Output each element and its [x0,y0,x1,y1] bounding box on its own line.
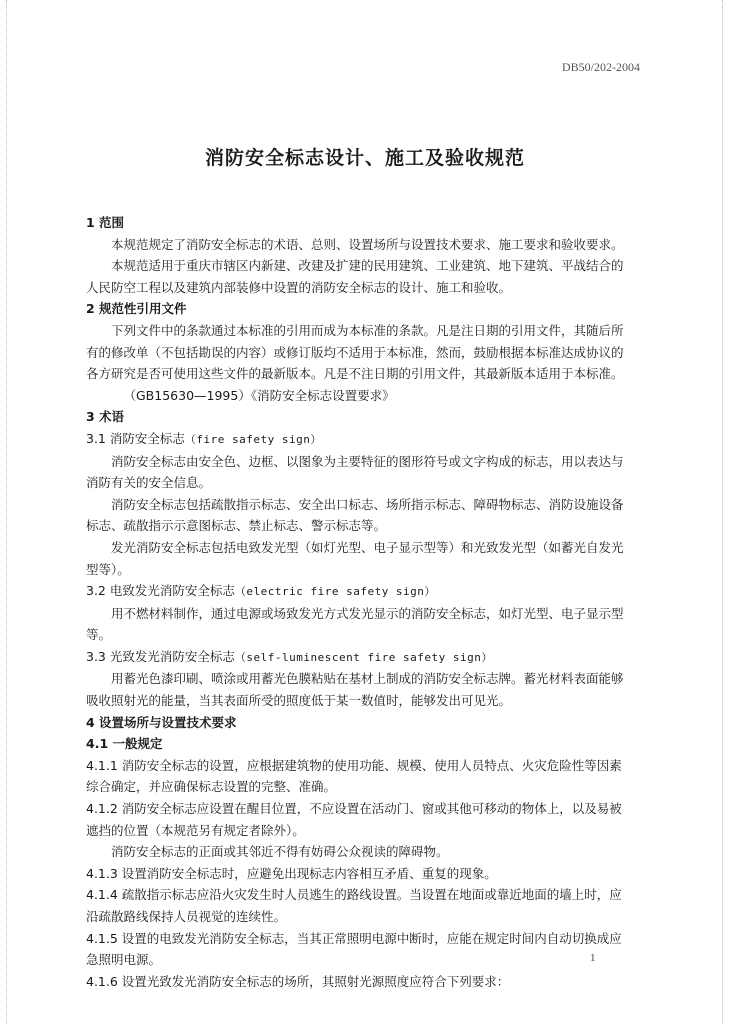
section-4-heading: 4 设置场所与设置技术要求 [86,714,237,730]
paragraph: 下列文件中的条款通过本标准的引用而成为本标准的条款。凡是注日期的引用文件，其随后所有的修改单（不包括勘误的内容）或修订版均不适用于本标准，然而，鼓励根据本标准达成协议的各方研究是否可使用这些文件的最新版本。凡是不注日期的引用文件，其最新版本适用于本标准。 [86,322,624,382]
paragraph: 本规范规定了消防安全标志的术语、总则、设置场所与设置技术要求、施工要求和验收要求。 [111,236,624,252]
term-english: （electric fire safety sign） [234,585,436,599]
term-3-3-title [86,646,634,669]
term-title-text: 3.3 光致发光消防安全标志 [86,648,235,664]
clause-4-1-1: 4.1.1 消防安全标志的设置，应根据建筑物的使用功能、规模、使用人员特点、火灾危险性等因素综合确定，并应确保标志设置的完整、准确。 [86,757,622,795]
reference-entry: （GB15630—1995）《消防安全标志设置要求》 [123,387,395,403]
standard-code: DB50/202-2004 [562,60,640,74]
clause-4-1-4: 4.1.4 疏散指示标志应沿火灾发生时人员逃生的路线设置。当设置在地面或靠近地面的墙上时，应沿疏散路线保持人员视觉的连续性。 [86,887,622,924]
term-title-text: 3.2 电致发光消防安全标志 [86,583,235,599]
paragraph: 消防安全标志由安全色、边框、以图象为主要特征的图形符号或文字构成的标志，用以表达与消防有关的安全信息。 [86,453,624,491]
section-3-heading: 3 术语 [86,409,125,425]
page-number: 1 [590,952,596,964]
document-title: 消防安全标志设计、施工及验收规范 [204,147,525,169]
paragraph: 消防安全标志包括疏散指示标志、安全出口标志、场所指示标志、障碍物标志、消防设施设备标志、疏散指示示意图标志、禁止标志、警示标志等。 [86,496,624,534]
term-title-text: 3.1 消防安全标志 [86,430,185,446]
paragraph: 消防安全标志的正面或其邻近不得有妨碍公众视读的障碍物。 [111,844,449,860]
document-body [86,212,634,992]
clause-4-1-6: 4.1.6 设置光致发光消防安全标志的场所，其照射光源照度应符合下列要求： [86,973,510,989]
term-3-1-title [86,428,634,451]
section-1-heading: 1 范围 [86,215,125,230]
clause-4-1-2: 4.1.2 消防安全标志应设置在醒目位置，不应设置在活动门、窗或其他可移动的物体上，以及易被遮挡的位置（本规范另有规定者除外）。 [86,801,622,838]
paragraph: 用蓄光色漆印刷、喷涂或用蓄光色膜粘贴在基材上制成的消防安全标志牌。蓄光材料表面能够吸收照射光的能量，当其表面所受的照度低于某一数值时，能够发出可见光。 [86,671,624,709]
paragraph: 发光消防安全标志包括电致发光型（如灯光型、电子显示型等）和光致发光型（如蓄光自发光型等）。 [86,539,624,577]
subsection-4-1-heading: 4.1 一般规定 [86,736,163,752]
clause-4-1-3: 4.1.3 设置消防安全标志时，应避免出现标志内容相互矛盾、重复的现象。 [86,865,497,881]
section-2-heading: 2 规范性引用文件 [86,301,187,317]
term-english: （fire safety sign） [184,432,322,446]
paragraph: 本规范适用于重庆市辖区内新建、改建及扩建的民用建筑、工业建筑、地下建筑、平战结合的人民防空工程以及建筑内部装修中设置的消防安全标志的设计、施工和验收。 [86,258,624,295]
clause-4-1-5: 4.1.5 设置的电致发光消防安全标志，当其正常照明电源中断时，应能在规定时间内自动切换成应急照明电源。 [86,930,622,968]
term-3-2-title [86,580,634,603]
term-english: （self-luminescent fire safety sign） [234,650,493,664]
paragraph: 用不燃材料制作，通过电源或场致发光方式发光显示的消防安全标志，如灯光型、电子显示型等。 [86,605,624,643]
